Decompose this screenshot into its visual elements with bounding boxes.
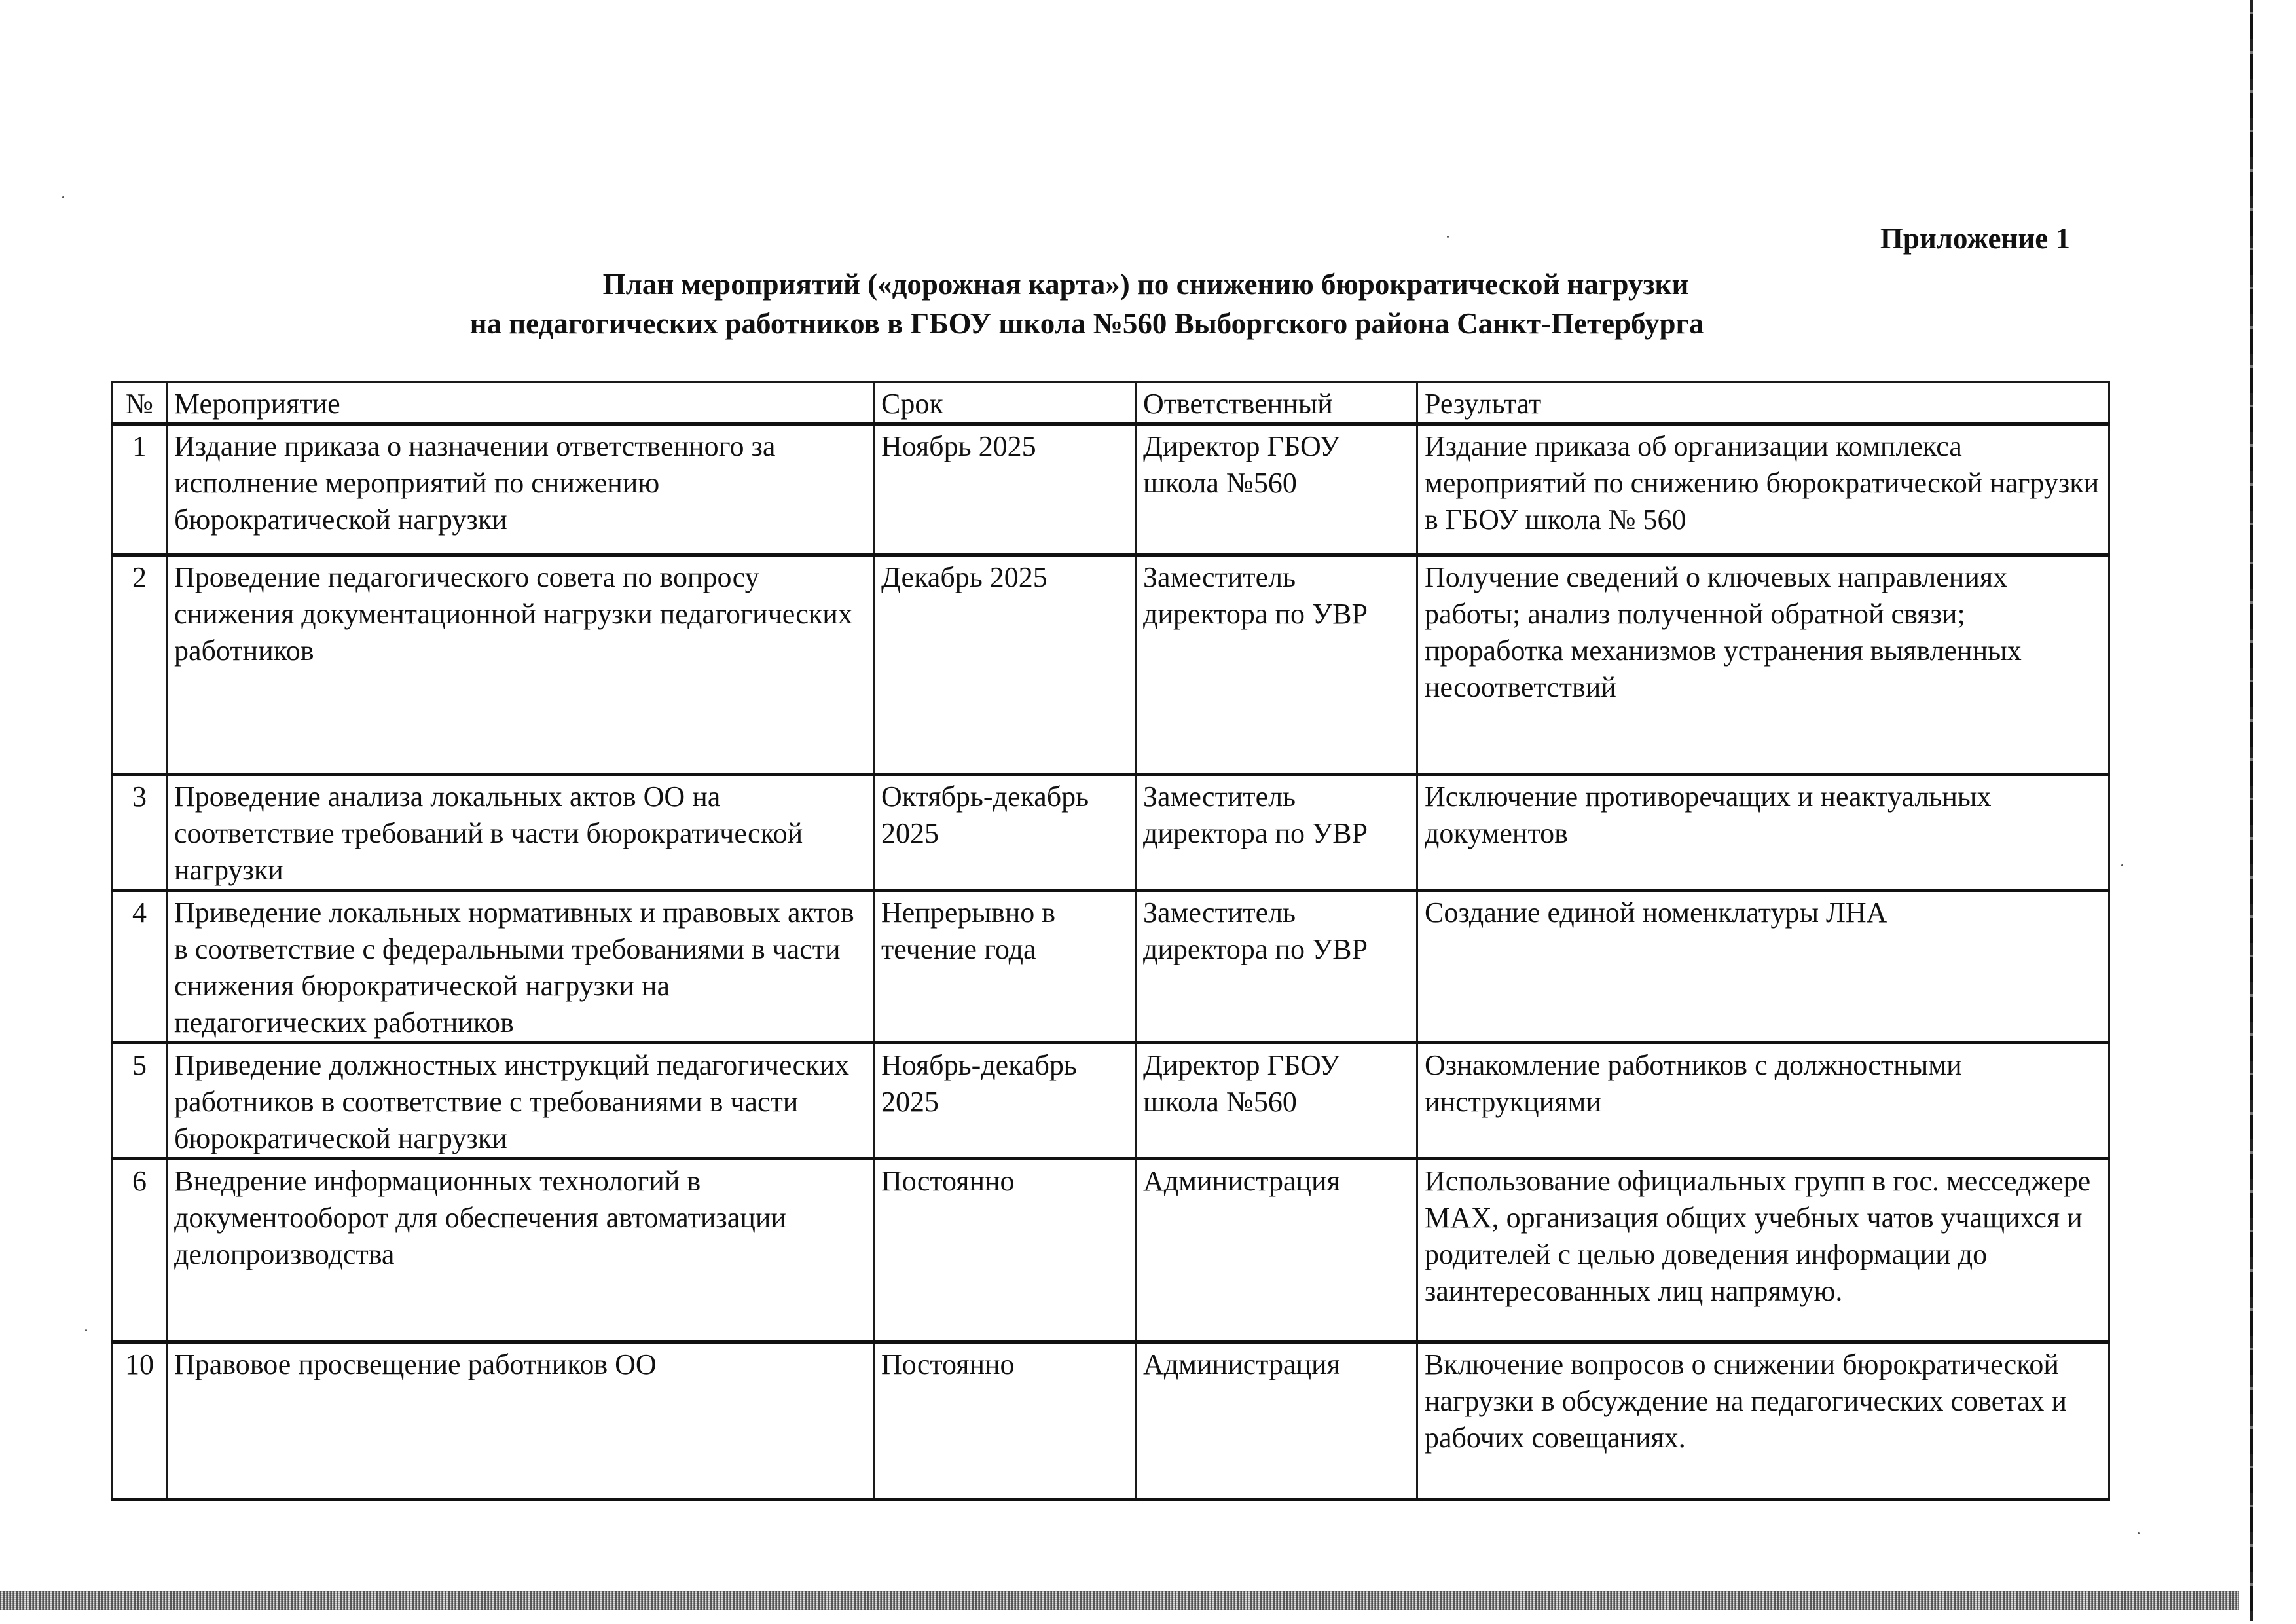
document-title-line-2: на педагогических работников в ГБОУ школа №560 Выборгского района Санкт-Петербурга (469, 307, 1704, 340)
row-result: Получение сведений о ключевых направлениях работы; анализ полученной обратной связи; проработка механизмов устранения выявленных несоответствий (1417, 555, 2109, 775)
header-result: Результат (1417, 382, 2109, 424)
row-event: Проведение анализа локальных актов ОО на соответствие требований в части бюрократической нагрузки (167, 775, 874, 891)
row-event: Правовое просвещение работников ОО (167, 1342, 874, 1500)
row-event: Проведение педагогического совета по вопросу снижения документационной нагрузки педагогических работников (167, 555, 874, 775)
header-term: Срок (874, 382, 1136, 424)
header-responsible: Ответственный (1136, 382, 1417, 424)
row-term: Ноябрь 2025 (874, 424, 1136, 555)
row-term: Декабрь 2025 (874, 555, 1136, 775)
table-row (113, 1159, 2109, 1342)
row-event: Приведение должностных инструкций педагогических работников в соответствие с требованиями в части бюрократической нагрузки (167, 1043, 874, 1159)
header-num: № (113, 382, 167, 424)
scan-speck (2138, 1532, 2140, 1534)
row-result: Включение вопросов о снижении бюрократической нагрузки в обсуждение на педагогических советах и рабочих совещаниях. (1417, 1342, 2109, 1500)
table-row (113, 1043, 2109, 1159)
row-term: Постоянно (874, 1342, 1136, 1500)
row-result: Исключение противоречащих и неактуальных документов (1417, 775, 2109, 891)
header-event: Мероприятие (167, 382, 874, 424)
row-num: 6 (113, 1159, 167, 1342)
row-term: Постоянно (874, 1159, 1136, 1342)
row-num: 10 (113, 1342, 167, 1500)
document-title-line-1: План мероприятий («дорожная карта») по снижению бюрократической нагрузки (602, 268, 1689, 301)
row-num: 3 (113, 775, 167, 891)
scanner-noise-strip (0, 1591, 2239, 1610)
scanner-edge-artifact (2250, 0, 2253, 1621)
row-responsible: Заместитель директора по УВР (1136, 775, 1417, 891)
row-term: Ноябрь-декабрь 2025 (874, 1043, 1136, 1159)
scan-speck (1447, 236, 1449, 238)
row-responsible: Заместитель директора по УВР (1136, 555, 1417, 775)
row-result: Ознакомление работников с должностными инструкциями (1417, 1043, 2109, 1159)
table-header-row (113, 382, 2109, 424)
row-term: Непрерывно в течение года (874, 891, 1136, 1043)
row-responsible: Администрация (1136, 1342, 1417, 1500)
row-responsible: Администрация (1136, 1159, 1417, 1342)
appendix-label: Приложение 1 (1880, 222, 2070, 255)
table-row (113, 775, 2109, 891)
row-num: 1 (113, 424, 167, 555)
scan-speck (62, 196, 64, 198)
row-event: Внедрение информационных технологий в документооборот для обеспечения автоматизации делопроизводства (167, 1159, 874, 1342)
table-row (113, 424, 2109, 555)
scan-speck (85, 1329, 87, 1331)
row-responsible: Заместитель директора по УВР (1136, 891, 1417, 1043)
row-result: Использование официальных групп в гос. месседжере МАХ, организация общих учебных чатов учащихся и родителей с целью доведения информации до заинтересованных лиц напрямую. (1417, 1159, 2109, 1342)
table-row (113, 891, 2109, 1043)
row-responsible: Директор ГБОУ школа №560 (1136, 1043, 1417, 1159)
row-term: Октябрь-декабрь 2025 (874, 775, 1136, 891)
row-result: Издание приказа об организации комплекса мероприятий по снижению бюрократической нагрузки в ГБОУ школа № 560 (1417, 424, 2109, 555)
row-result: Создание единой номенклатуры ЛНА (1417, 891, 2109, 1043)
row-num: 4 (113, 891, 167, 1043)
roadmap-table (111, 381, 2110, 1501)
scan-speck (2121, 864, 2123, 866)
row-event: Приведение локальных нормативных и правовых актов в соответствие с федеральными требованиями в части снижения бюрократической нагрузки на педагогических работников (167, 891, 874, 1043)
row-num: 5 (113, 1043, 167, 1159)
table-row (113, 1342, 2109, 1500)
row-responsible: Директор ГБОУ школа №560 (1136, 424, 1417, 555)
table-row (113, 555, 2109, 775)
row-event: Издание приказа о назначении ответственного за исполнение мероприятий по снижению бюрократической нагрузки (167, 424, 874, 555)
row-num: 2 (113, 555, 167, 775)
